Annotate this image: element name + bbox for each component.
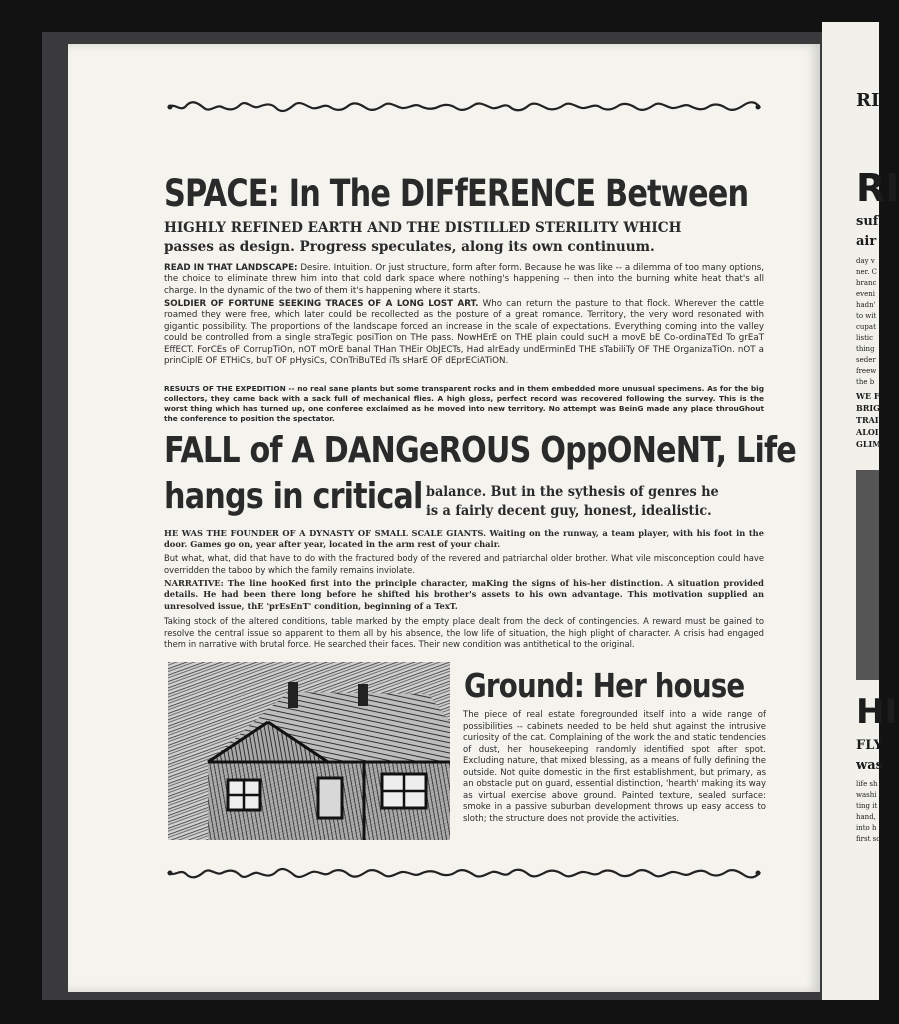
woodcut-house-illustration [168, 662, 450, 840]
next-page-fragment: thing [856, 345, 875, 353]
book-page [68, 44, 820, 992]
next-page-fragment: washi [856, 791, 877, 799]
next-page-fragment: the b [856, 378, 875, 386]
next-page-fragment: TRAI [856, 415, 879, 425]
ornamental-rule-top [164, 99, 764, 113]
subhead-balance: balance. But in the sythesis of genres he [426, 484, 719, 500]
next-page-fragment: WE F [856, 391, 880, 401]
paragraph-soldier-of-fortune [164, 299, 764, 367]
paragraph-real-estate: The piece of real estate foregrounded itself into a wide range of possibilities -- cabinets needed to be held shut against the intrusive curiosity of the cat. Complaining of the work the and static tendencies of dust, her housekeeping randomly identified spot after spot. Excluding nature, that mixed blessing, as a means of fully defining the outside. Not quite domestic in the first establishment, but primary, as an obstacle put on guard, essential distinction, 'hearth' making its way as virtual exercise above ground. Painted texture, sealed surface: smoke in a passive suburban development throws up easy access to sloth; the structure does not provide the activities. [463, 710, 766, 824]
next-page-fragment: ting it [856, 802, 878, 810]
next-page-fragment: cupat [856, 323, 876, 331]
paragraph-expedition-lead: RESULTS OF THE EXPEDITION -- [164, 384, 295, 393]
next-page-fragment: to wit [856, 312, 877, 320]
paragraph-soldier-lead: SOLDIER OF FORTUNE SEEKING TRACES OF A LONG LOST ART. [164, 299, 479, 309]
heading-fall-of-opponent: FALL of A DANGeROUS OppONeNT, Life [164, 430, 796, 471]
paragraph-brother: But what, what, did that have to do with the fractured body of the revered and patriarchal older brother. What vile misconception could have overridden the taboo by which the family remains inviolate. [164, 553, 764, 575]
next-page-fragment: was [856, 758, 883, 773]
paragraph-expedition-body: no real sane plants but some transparent rocks and in them embedded more unusual specimens. As for the big collectors, they came back with a sack full of mechanical flies. A high gloss, perfect record was recovered following the survey. This is the worst thing which has turned up, one conferee exclaimed as he moved into new territory. No attempt was BeinG made any place throuGhout the conference to position the spectator. [164, 384, 764, 423]
next-page-fragment: seder [856, 356, 876, 364]
paragraph-landscape [164, 263, 764, 297]
paragraph-narrative: NARRATIVE: The line hooKed first into the principle character, maKing the signs of his-her distinction. A situation provided details. He had been there long before he shifted his brother's assets to his own advantage. This motivation supplied an unresolved issue, thE 'prEsEnT' condition, beginning of a TexT. [164, 578, 764, 611]
next-page-fragment: RI [856, 90, 880, 111]
next-page-fragment: hand, [856, 813, 876, 821]
next-page-fragment: GLIM [856, 439, 882, 449]
next-page-fragment: branc [856, 279, 877, 287]
ornamental-rule-bottom [164, 866, 764, 880]
next-page-fragment: day v [856, 257, 875, 265]
next-page-fragment: HI [856, 692, 898, 732]
paragraph-soldier-body: Who can return the pasture to that flock. Wherever the cattle roamed they were free, which later could be recollected as the posture of a great romance. Territory, the very word resonated with gigantic possibility. The proportions of the landscape forced an increase in the scale of expectations. Everything coming into the valley could be controlled from a single straTegic posiTion on THe pass. NowHErE on THE plain could sucH a movE bE Co-ordinaTEd To grEaT EffECT. ForCEs oF CorrupTiOn, nOT mOrE banal THan THEir ObJECTs, Had alrEady undErminEd THE sTabiliTy OF THE OrganizaTiOn. nOT a prinCiplE OF ETHiCs, buT OF pHysiCs, COnTriBuTEd iTs sHarE OF dEprECiATiON. [164, 299, 765, 367]
heading-ground-her-house: Ground: Her house [464, 666, 745, 705]
next-page-fragment: freew [856, 367, 877, 375]
next-page-fragment: suf [856, 214, 879, 229]
next-page-fragment: RI [856, 166, 899, 210]
next-page-fragment: ALOI [856, 427, 879, 437]
subhead-passes-as-design: passes as design. Progress speculates, along its own continuum. [164, 239, 655, 255]
next-page-fragment: BRIG [856, 403, 880, 413]
next-page-fragment: FLY [856, 738, 883, 753]
subhead-decent-guy: is a fairly decent guy, honest, idealistic. [426, 503, 712, 519]
heading-hangs-in-critical: hangs in critical [164, 476, 423, 517]
next-page-fragment: hadn' [856, 301, 876, 309]
paragraph-founder: HE WAS THE FOUNDER OF A DYNASTY OF SMALL SCALE GIANTS. Waiting on the runway, a team player, with his foot in the door. Games go on, year after year, located in the arm rest of your chair. [164, 528, 764, 550]
next-page-fragment: life sh [856, 780, 878, 788]
next-page-fragment: air [856, 234, 877, 249]
next-page-fragment: into h [856, 824, 877, 832]
next-page-image-fragment [856, 470, 879, 680]
next-page-fragment: listic [856, 334, 874, 342]
paragraph-expedition [164, 384, 764, 424]
subhead-refined-earth: HIGHLY REFINED EARTH AND THE DISTILLED STERILITY WHICH [164, 220, 682, 236]
next-page-fragment: ner. C [856, 268, 878, 276]
heading-space: SPACE: In The DIFfERENCE Between [164, 172, 749, 215]
next-page-fragment: eveni [856, 290, 875, 298]
paragraph-landscape-body: Desire. Intuition. Or just structure, form after form. Because he was like -- a dilemma of too many options, the choice to eliminate threw him into that cold dark space where nothing's happening -- then into the burning white heat that's all charge. In the dynamic of the two of them it's happening where it starts. [164, 263, 764, 296]
adjacent-page-fragment [822, 22, 899, 1000]
paragraph-taking-stock: Taking stock of the altered conditions, table marked by the empty place dealt from the deck of contingencies. A reward must be gained to resolve the central issue so apparent to them all by his absence, the low life of situation, the high plight of character. A crisis had engaged them in narrative with brutal force. He searched their faces. Their new condition was antithetical to the original. [164, 616, 764, 650]
paragraph-landscape-lead: READ IN THAT LANDSCAPE: [164, 263, 298, 273]
next-page-fragment: first sc [856, 835, 881, 843]
